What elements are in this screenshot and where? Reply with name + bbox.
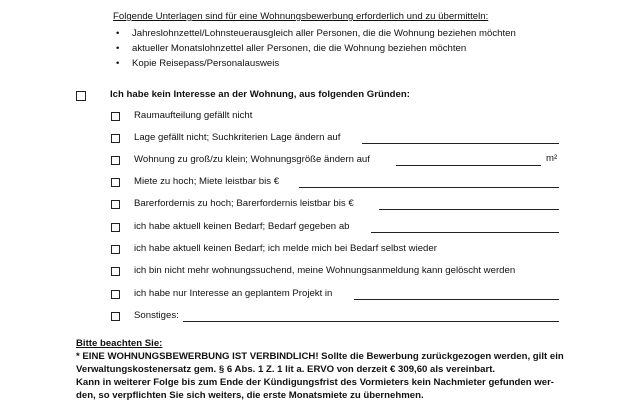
list-item [116, 28, 516, 40]
bullet-text: aktueller Monatslohnzettel aller Personen, die die Wohnung beziehen möchten [132, 43, 467, 54]
rent-input-line[interactable] [299, 187, 559, 188]
other-input-line[interactable] [183, 321, 559, 322]
reason-checkbox-location[interactable] [111, 134, 120, 143]
bullet-dot: • [116, 28, 120, 39]
reason-checkbox-contact-later[interactable] [111, 245, 120, 254]
reason-label-no-need: ich habe aktuell keinen Bedarf; Bedarf gegeben ab [134, 221, 350, 232]
reason-checkbox-cash[interactable] [111, 200, 120, 209]
no-interest-checkbox[interactable] [76, 91, 86, 101]
reason-checkbox-no-need[interactable] [111, 223, 120, 232]
reason-label-project: ich habe nur Interesse an geplantem Projekt in [134, 288, 333, 299]
reason-checkbox-other[interactable] [111, 312, 120, 321]
reason-label-layout: Raumaufteilung gefällt nicht [134, 110, 253, 121]
reason-label-rent: Miete zu hoch; Miete leistbar bis € [134, 176, 280, 187]
location-input-line[interactable] [362, 143, 559, 144]
bullet-dot: • [116, 43, 120, 54]
list-item [116, 58, 279, 70]
reason-label-cash: Barerfordernis zu hoch; Barerfordernis leistbar bis € [134, 198, 354, 209]
cash-input-line[interactable] [379, 209, 559, 210]
reason-checkbox-rent[interactable] [111, 178, 120, 187]
need-date-input-line[interactable] [371, 232, 559, 233]
reason-label-other: Sonstiges: [134, 310, 179, 321]
note-line: den, so verpflichten Sie sich weiters, die erste Monatsmiete zu übernehmen. [76, 390, 424, 401]
size-input-line[interactable] [396, 165, 541, 166]
no-interest-heading: Ich habe kein Interesse an der Wohnung, aus folgenden Gründen: [110, 89, 410, 100]
reason-checkbox-size[interactable] [111, 156, 120, 165]
bullet-text: Kopie Reisepass/Personalausweis [132, 58, 280, 69]
reason-checkbox-delete[interactable] [111, 267, 120, 276]
reason-label-contact-later: ich habe aktuell keinen Bedarf; ich melde mich bei Bedarf selbst wieder [134, 243, 437, 254]
bullet-dot: • [116, 58, 120, 69]
project-input-line[interactable] [354, 299, 559, 300]
documents-intro: Folgende Unterlagen sind für eine Wohnungsbewerbung erforderlich und zu übermitteln: [113, 11, 489, 22]
note-line: Kann in weiterer Folge bis zum Ende der Kündigungsfrist des Vormieters kein Nachmieter gefunden wer- [76, 377, 555, 388]
reason-label-size: Wohnung zu groß/zu klein; Wohnungsgröße ändern auf [134, 154, 370, 165]
reason-checkbox-project[interactable] [111, 290, 120, 299]
list-item [116, 43, 466, 55]
note-line: Verwaltungskostenersatz gem. § 6 Abs. 1 Z. 1 lit a. ERVO von derzeit € 309,60 als vereinbart. [76, 364, 496, 375]
reason-checkbox-layout[interactable] [111, 112, 120, 121]
bullet-text: Jahreslohnzettel/Lohnsteuerausgleich aller Personen, die die Wohnung beziehen möchten [132, 28, 516, 39]
reason-label-location: Lage gefällt nicht; Suchkriterien Lage ändern auf [134, 132, 341, 143]
note-heading: Bitte beachten Sie: [76, 338, 163, 349]
reason-label-delete: ich bin nicht mehr wohnungssuchend, meine Wohnungsanmeldung kann gelöscht werden [134, 265, 516, 276]
note-line: * EINE WOHNUNGSBEWERBUNG IST VERBINDLICH! Sollte die Bewerbung zurückgezogen werden, gilt ein [76, 351, 564, 362]
unit-m2: m² [546, 153, 558, 164]
